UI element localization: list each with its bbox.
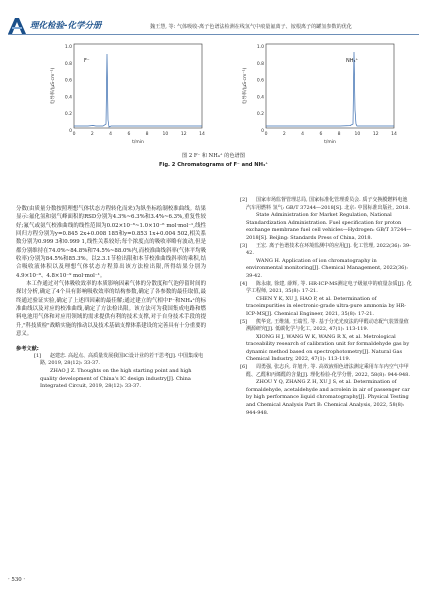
- chromatogram-trace: [74, 54, 202, 127]
- reference-item: [222, 243, 412, 258]
- ytick: 0.4: [64, 95, 72, 101]
- reference-item: [222, 281, 412, 296]
- body-paragraph: 本工作通过对气体吸收效率的本质影响因素气体的分散度和气泡停留时间的探讨分析,确定了4个具有影响吸收效率的结构参数,确定了各参数的最佳取值,最终通过验证实验,确定了上述四因素的最佳解;通过建立的气相中F⁻和NH₄⁺的标准曲线以及对应的校准曲线,确定了方法检出限。该方法可为我国集成电路和燃料电池用气体和对应用领域的需求提供有利的技术支撑,对于自身技术手段的提升,"科技质检"战略实施的推动以及技术基础支撑体系建设的完善具有十分重要的意义。: [16, 281, 206, 338]
- header-rule: [8, 34, 419, 35]
- xtick: 6: [319, 132, 323, 137]
- ytick: 0.8: [256, 61, 264, 67]
- ref-text: XIONG H J, WANG W K, WANG R X, et al. Metrological traceability research of calibration unit for formaldehyde gas by dynamic method based on spectrophotometry[J]. Natural Gas Chemical Industry, 2022, 47(1): 113-119.: [246, 333, 410, 363]
- ytick: 0.2: [64, 112, 72, 118]
- ref-text: State Administration for Market Regulation, National Standardization Administration. Fuel specification for proton exchange membrane fuel cell vehicles—Hydrogen: GB/T 37244—2018[S]. Beijing: Standards Press of China, 2018.: [246, 212, 412, 241]
- xtick: 0: [72, 132, 76, 137]
- ytick: 0: [261, 129, 264, 134]
- xtick: 12: [372, 132, 379, 137]
- ref-number: [2]: [240, 197, 248, 203]
- reference-item: [222, 296, 412, 319]
- xtick: 2: [90, 132, 94, 137]
- reference-item: [222, 379, 412, 417]
- ref-text: 赵建忠. 高起点、高质量发展我国IC设计业的若干思考[J]. 中国集成电路, 2019, 28(12): 33-37.: [40, 352, 204, 367]
- x-axis-label: t/min: [324, 140, 336, 145]
- xtick: 2: [282, 132, 286, 137]
- references-heading: 参考文献:: [16, 345, 39, 352]
- xtick: 8: [337, 132, 341, 137]
- ref-text: 王宏. 离子色谱技术在环境监测中的应用[J]. 化工管理, 2022(36): 39-42.: [246, 242, 411, 257]
- reference-item: [222, 212, 412, 242]
- reference-item: [222, 319, 412, 334]
- reference-item: [16, 353, 206, 368]
- ytick: 0.4: [256, 95, 264, 101]
- ref-text: ZHAO J Z. Thoughts on the high starting point and high quality development of China's IC design industry[J]. China Integrated Circuit, 2019, 28(12): 33-37.: [40, 368, 192, 390]
- ref-number: [4]: [240, 280, 248, 287]
- chromatogram-trace: [266, 52, 394, 126]
- xtick: 8: [145, 132, 149, 137]
- chromatogram-f: [48, 40, 208, 148]
- ref-number: [5]: [240, 318, 248, 325]
- x-axis-label: t/min: [132, 140, 144, 145]
- ytick: 1.0: [64, 45, 72, 50]
- chromatogram-nh4: [240, 40, 400, 148]
- ref-number: [1]: [34, 352, 42, 359]
- reference-item: [222, 258, 412, 281]
- running-title: 魏王慧, 等: 气体吸收-离子色谱法检测在线氢气中痕量氟离子、铵根离子的罐氢参数的优化: [150, 24, 352, 30]
- figure-caption-en: Fig. 2 Chromatograms of F⁻ and NH₄⁺: [159, 162, 268, 168]
- right-column: [222, 197, 412, 417]
- xtick: 10: [162, 132, 169, 137]
- y-axis-label: 电导率/(μS·cm⁻¹): [51, 67, 56, 105]
- xtick: 6: [127, 132, 131, 137]
- xtick: 12: [180, 132, 187, 137]
- ref-text: 熊华竞, 王维蒲, 王端雪, 等. 基于分光光度法的甲醛动态配气装置量值溯源研究[J]. 低碳化学与化工, 2022, 47(1): 113-119.: [246, 318, 409, 333]
- ytick: 0.2: [256, 112, 264, 118]
- xtick: 4: [109, 132, 113, 137]
- body-paragraph: 分数(由质量分数按照理想气体状态方程转化而来)为纵坐标绘制校准曲线。结果显示:氟化氢和氨气峰面积的RSD分别为4.3%~6.3%和3.4%~6.3%,重复性较好;氟气或氨气校准曲线的线性范围为0.02×10⁻⁶~1.0×10⁻⁶ mol·mol⁻¹,线性回归方程分别为y=0.845 2x+0.008 185和y=0.853 1x+0.004 502,相关系数分别为0.999 3和0.999 1,线性关系较好;每个浓度点的吸收率略有波动,但是都分别维持在74.0%~84.8%和74.5%~88.0%内,而校准曲线斜率(气体平均吸收率)分别为84.5%和85.3%。以2.3.1节检出限和本节校准曲线斜率的乘积,结合吸收液体积以及理想气体状态方程算出该方法检出限,所得结果分别为4.9×10⁻⁹、4.8×10⁻⁹ mol·mol⁻¹。: [16, 206, 206, 279]
- reference-item: [222, 197, 412, 212]
- xtick: 0: [264, 132, 268, 137]
- reference-item: [222, 334, 412, 364]
- ref-text: CHEN Y K, XU J, HAO P, et al. Determination of traceimpurities in electronic-grade ultra-pure ammonia by HR-ICP-MS[J]. Chemical Engineer, 2021, 35(8): 17-21.: [246, 295, 406, 317]
- xtick: 14: [199, 132, 205, 137]
- reference-item: [222, 364, 412, 379]
- left-column: [16, 205, 206, 391]
- y-axis-label: 电导率/(μS·cm⁻¹): [243, 67, 248, 105]
- ytick: 1.0: [256, 45, 264, 50]
- ref-text: ZHOU Y Q, ZHANG Z H, XU J S, et al. Determination of formaldehyde, acetaldehyde and acrolein in air of passenger car by high performance liquid chromatography[J]. Physical Testing and Chemical Analysis Part B: Chemical Analysis, 2022, 58(8): 944-948.: [246, 379, 410, 416]
- ref-text: WANG H. Application of ion chromatography in environmental monitoring[J]. Chemical Management, 2022(36): 39-42.: [246, 257, 408, 279]
- ytick: 0.6: [64, 78, 72, 84]
- ref-text: 周勇强, 张志兵, 许旭升, 等. 高效液相色谱法测定乘用车车内空气中甲醛、乙醛和丙烯醛的含量[J]. 理化检验-化学分册, 2022, 58(8): 944-948.: [246, 364, 410, 378]
- ytick: 0: [69, 129, 72, 134]
- ytick: 0.8: [64, 61, 72, 67]
- ref-number: [3]: [240, 242, 248, 249]
- xtick: 14: [391, 132, 397, 137]
- ref-text: 陈永康, 徐建, 薛辉, 等. HR-ICP-MS测定电子级氨中的痕量杂质[J]. 化学工程师, 2021, 35(8): 17-21.: [246, 280, 412, 295]
- peak-label: F⁻: [84, 58, 90, 64]
- journal-name: 理化检验-化学分册: [30, 21, 102, 31]
- xtick: 4: [301, 132, 305, 137]
- ytick: 0.6: [256, 78, 264, 84]
- ref-number: [6]: [240, 364, 248, 371]
- page-number: · 530 ·: [8, 577, 26, 583]
- ref-text: 国家市场监督管理总局, 国家标准化管理委员会. 质子交换膜燃料电池汽车用燃料 氢气: GB/T 37244—2018[S]. 北京: 中国标准出版社, 2018.: [246, 197, 411, 211]
- journal-logo-icon: [8, 18, 26, 34]
- reference-item: [16, 368, 206, 391]
- figure-caption-cn: 图 2 F⁻ 和 NH₄⁺ 的色谱图: [182, 153, 245, 159]
- peak-label: NH₄⁺: [346, 58, 359, 64]
- xtick: 10: [354, 132, 361, 137]
